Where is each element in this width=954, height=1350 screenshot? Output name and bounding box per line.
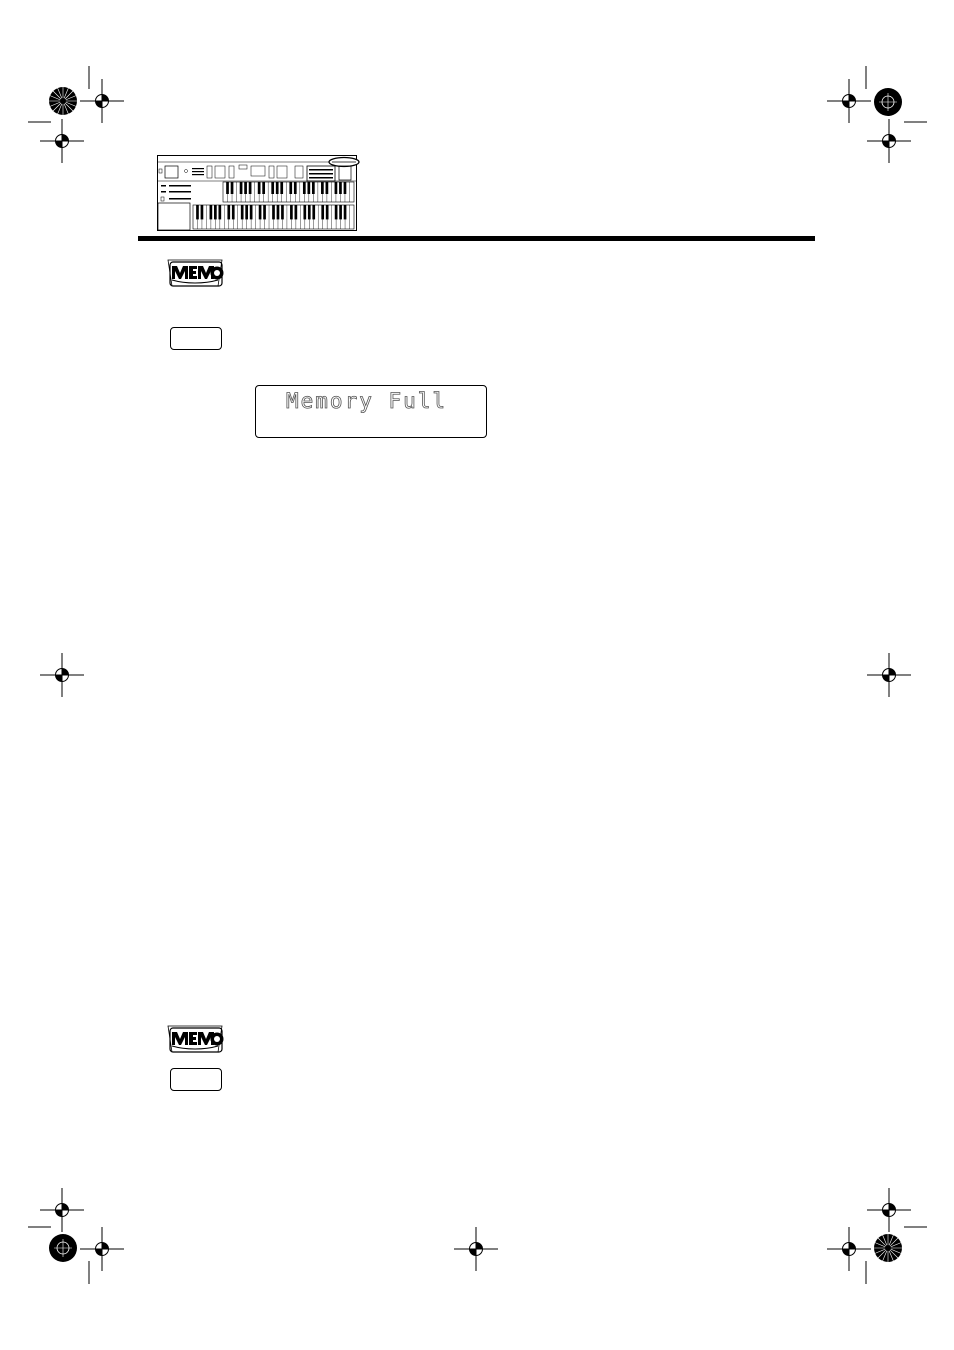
lcd-message: Memory Full [286,389,448,413]
crosshair-icon [40,119,84,163]
lcd-display [255,385,487,438]
crosshair-icon [80,79,124,123]
crosshair-icon [454,1227,498,1271]
crosshair-icon [867,119,911,163]
memo-icon [166,1020,224,1054]
ringdot-mark-bottom-left [49,1234,77,1262]
starburst-mark-bottom-right [874,1234,902,1262]
crosshair-icon [867,1188,911,1232]
crosshair-icon [827,1227,871,1271]
crosshair-icon [40,653,84,697]
crosshair-icon [827,79,871,123]
organ-panel-diagram [157,155,360,232]
starburst-mark-top-left [49,87,77,115]
crosshair-icon [867,653,911,697]
note-icon [170,1068,222,1091]
ringdot-mark-top-right [874,88,902,116]
header-rule [138,236,815,241]
memo-icon [166,254,224,288]
crosshair-icon [80,1227,124,1271]
note-icon [170,327,222,350]
crosshair-icon [40,1188,84,1232]
